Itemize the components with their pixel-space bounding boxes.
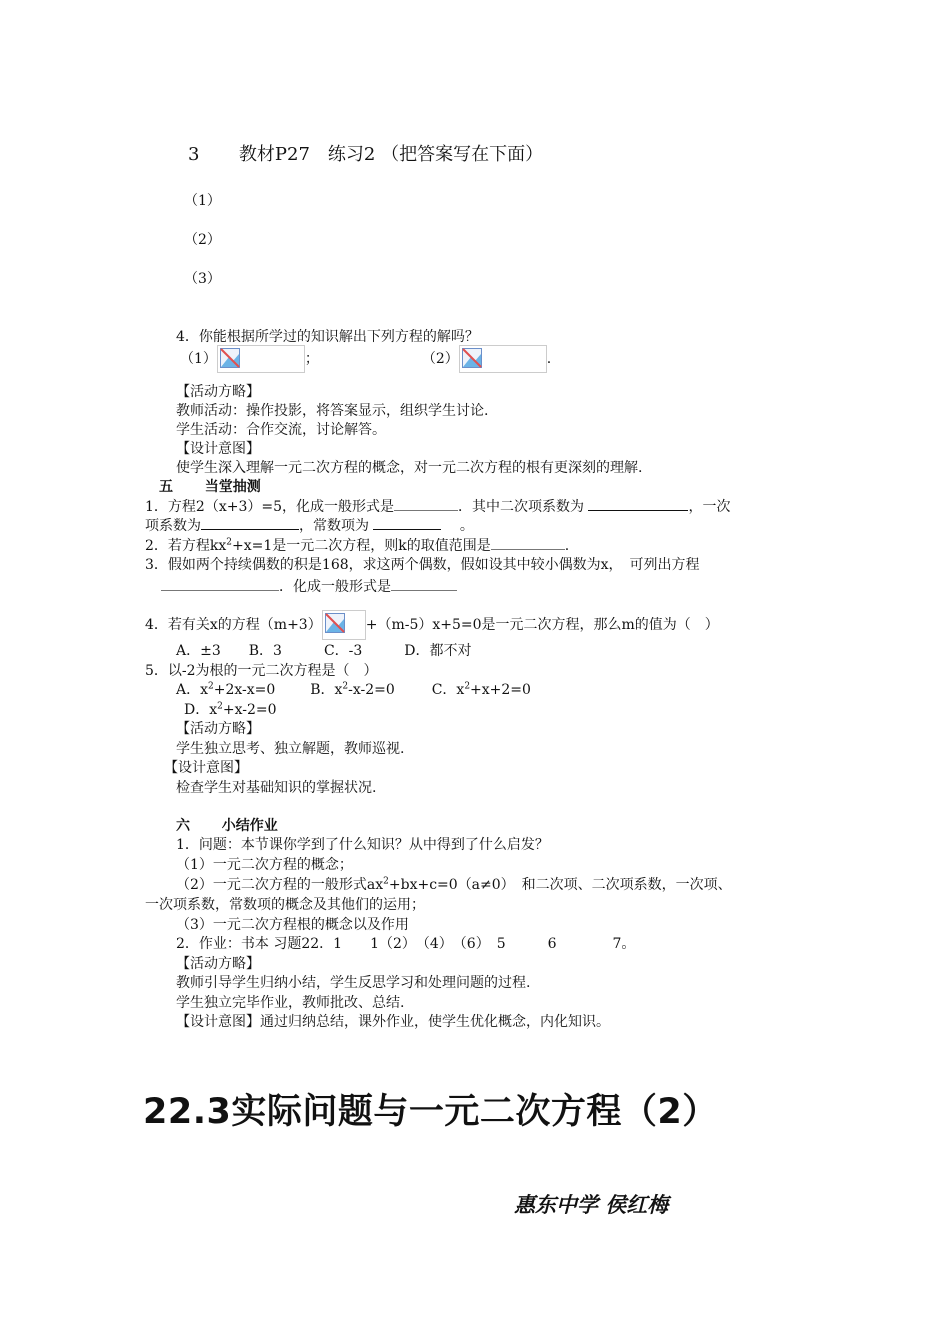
exercise-3-item-2: （2）: [184, 232, 221, 248]
test-1-text-a: 1．方程2（x+3）=5，化成一般形式是: [145, 499, 394, 515]
activity-text-1: 教师引导学生归纳小结，学生反思学习和处理问题的过程.: [176, 975, 531, 991]
design-text: 【设计意图】通过归纳总结，课外作业，使学生优化概念，内化知识。: [176, 1014, 610, 1030]
homework: 2．作业：书本 习题22．1 1（2） （4） （6） 5 6 7。: [176, 936, 636, 952]
test-1-text-f: 。: [459, 518, 474, 534]
exercise-3-heading: [188, 143, 543, 167]
answer-blank[interactable]: [373, 516, 441, 530]
section-5-number: 五: [159, 479, 173, 495]
answer-blank[interactable]: [391, 577, 457, 591]
test-2-text-b: +x=1是一元二次方程，则k的取值范围是: [232, 538, 491, 554]
answer-blank[interactable]: [201, 516, 299, 530]
exercise-3-item-3: （3）: [184, 271, 221, 287]
equation-2-label: （2）: [421, 351, 459, 367]
design-heading: 【设计意图】: [176, 441, 260, 457]
test-1-text-e: ，常数项为: [299, 518, 369, 534]
equation-image-placeholder: [322, 610, 366, 640]
design-text: 检查学生对基础知识的掌握状况.: [176, 780, 377, 796]
option-c: C．x: [431, 682, 465, 698]
option-a-rest: +2x-x=0: [213, 682, 276, 698]
test-2-line: [145, 536, 569, 555]
exercise-3-number: 3: [188, 144, 200, 165]
test-5-options-abc: [176, 681, 531, 699]
answer-blank[interactable]: [161, 577, 279, 591]
activity-text: 学生独立思考、独立解题，教师巡视.: [176, 741, 405, 757]
test-4-options: A．±3 B．3 C．-3 D．都不对: [176, 643, 472, 659]
option-c-rest: +x+2=0: [470, 682, 531, 698]
test-1-line-1: [145, 497, 730, 516]
design-text: 使学生深入理解一元二次方程的概念，对一元二次方程的根有更深刻的理解.: [176, 460, 643, 476]
test-1-text-c: ，一次: [688, 499, 731, 515]
test-1-text-b: ．其中二次项系数为: [458, 499, 584, 515]
exercise-3-item-1: （1）: [184, 193, 221, 209]
superscript: 2: [208, 681, 214, 692]
option-b-rest: -x-2=0: [348, 682, 395, 698]
superscript: 2: [226, 537, 233, 548]
equation-image-placeholder: [459, 345, 547, 373]
lesson-title: 22.3实际问题与一元二次方程（2）: [143, 1092, 718, 1132]
summary-item-2: [176, 876, 732, 894]
test-5-text: 5．以-2为根的一元二次方程是（ ）: [145, 663, 378, 679]
option-d: D．x: [184, 702, 218, 718]
activity-heading: 【活动方略】: [176, 956, 260, 972]
test-3-text-b: ．化成一般形式是: [279, 579, 391, 595]
activity-heading: 【活动方略】: [176, 384, 260, 400]
period: .: [546, 351, 552, 367]
superscript: 2: [342, 681, 349, 692]
test-3-line-2: [161, 577, 457, 596]
question-4-text: 4．你能根据所学过的知识解出下列方程的解吗？: [176, 329, 479, 345]
activity-heading: 【活动方略】: [176, 721, 260, 737]
activity-teacher: 教师活动：操作投影，将答案显示，组织学生讨论.: [176, 403, 489, 419]
answer-blank[interactable]: [394, 497, 458, 511]
broken-image-icon: [325, 613, 345, 633]
broken-image-icon: [220, 348, 240, 368]
test-2-text-c: .: [564, 538, 570, 554]
test-3-line-1: 3．假如两个持续偶数的积是168，求这两个偶数，假如设其中较小偶数为x， 可列出方程: [145, 557, 700, 573]
test-4-line: [145, 610, 719, 640]
option-b: B．x: [310, 682, 343, 698]
option-d-rest: +x-2=0: [222, 702, 277, 718]
test-5-option-d: [184, 701, 277, 719]
section-6-heading: [176, 817, 278, 835]
summary-question: 1．问题：本节课你学到了什么知识？从中得到了什么启发？: [176, 837, 549, 853]
answer-blank[interactable]: [588, 497, 688, 511]
summary-item-1: （1）一元二次方程的概念；: [176, 857, 353, 873]
author: 惠东中学 侯红梅: [514, 1193, 669, 1217]
section-5-title: 当堂抽测: [204, 479, 261, 495]
test-1-text-d: 项系数为: [145, 518, 201, 534]
answer-blank[interactable]: [491, 536, 565, 550]
equation-image-placeholder: [217, 345, 305, 373]
question-4-equations: [180, 345, 551, 373]
semicolon: ；: [304, 351, 319, 367]
section-6-title: 小结作业: [221, 818, 278, 834]
broken-image-icon: [462, 348, 482, 368]
summary-item-3: （3）一元二次方程根的概念以及作用: [176, 917, 409, 933]
superscript: 2: [383, 876, 389, 887]
summary-item-2-b: +bx+c=0（a≠0） 和二次项、二次项系数，一次项、: [388, 877, 732, 893]
activity-text-2: 学生独立完毕作业，教师批改、总结.: [176, 995, 405, 1011]
activity-student: 学生活动：合作交流，讨论解答。: [176, 422, 386, 438]
section-5-heading: [159, 478, 261, 496]
exercise-3-text: 教材P27 练习2 （把答案写在下面）: [238, 144, 544, 165]
section-6-number: 六: [176, 818, 190, 834]
summary-item-2-a: （2）一元二次方程的一般形式ax: [176, 877, 384, 893]
summary-item-2-cont: 一次项系数，常数项的概念及其他们的运用；: [145, 897, 425, 913]
test-4-text-b: +（m-5）x+5=0是一元二次方程，那么m的值为（ ）: [365, 617, 719, 633]
design-heading: 【设计意图】: [164, 760, 248, 776]
test-2-text-a: 2．若方程kx: [145, 538, 227, 554]
test-1-line-2: [145, 516, 474, 535]
superscript: 2: [217, 701, 223, 712]
superscript: 2: [464, 681, 471, 692]
test-4-text-a: 4．若有关x的方程（m+3）: [145, 617, 322, 633]
option-a: A．x: [176, 682, 209, 698]
equation-1-label: （1）: [180, 351, 217, 367]
